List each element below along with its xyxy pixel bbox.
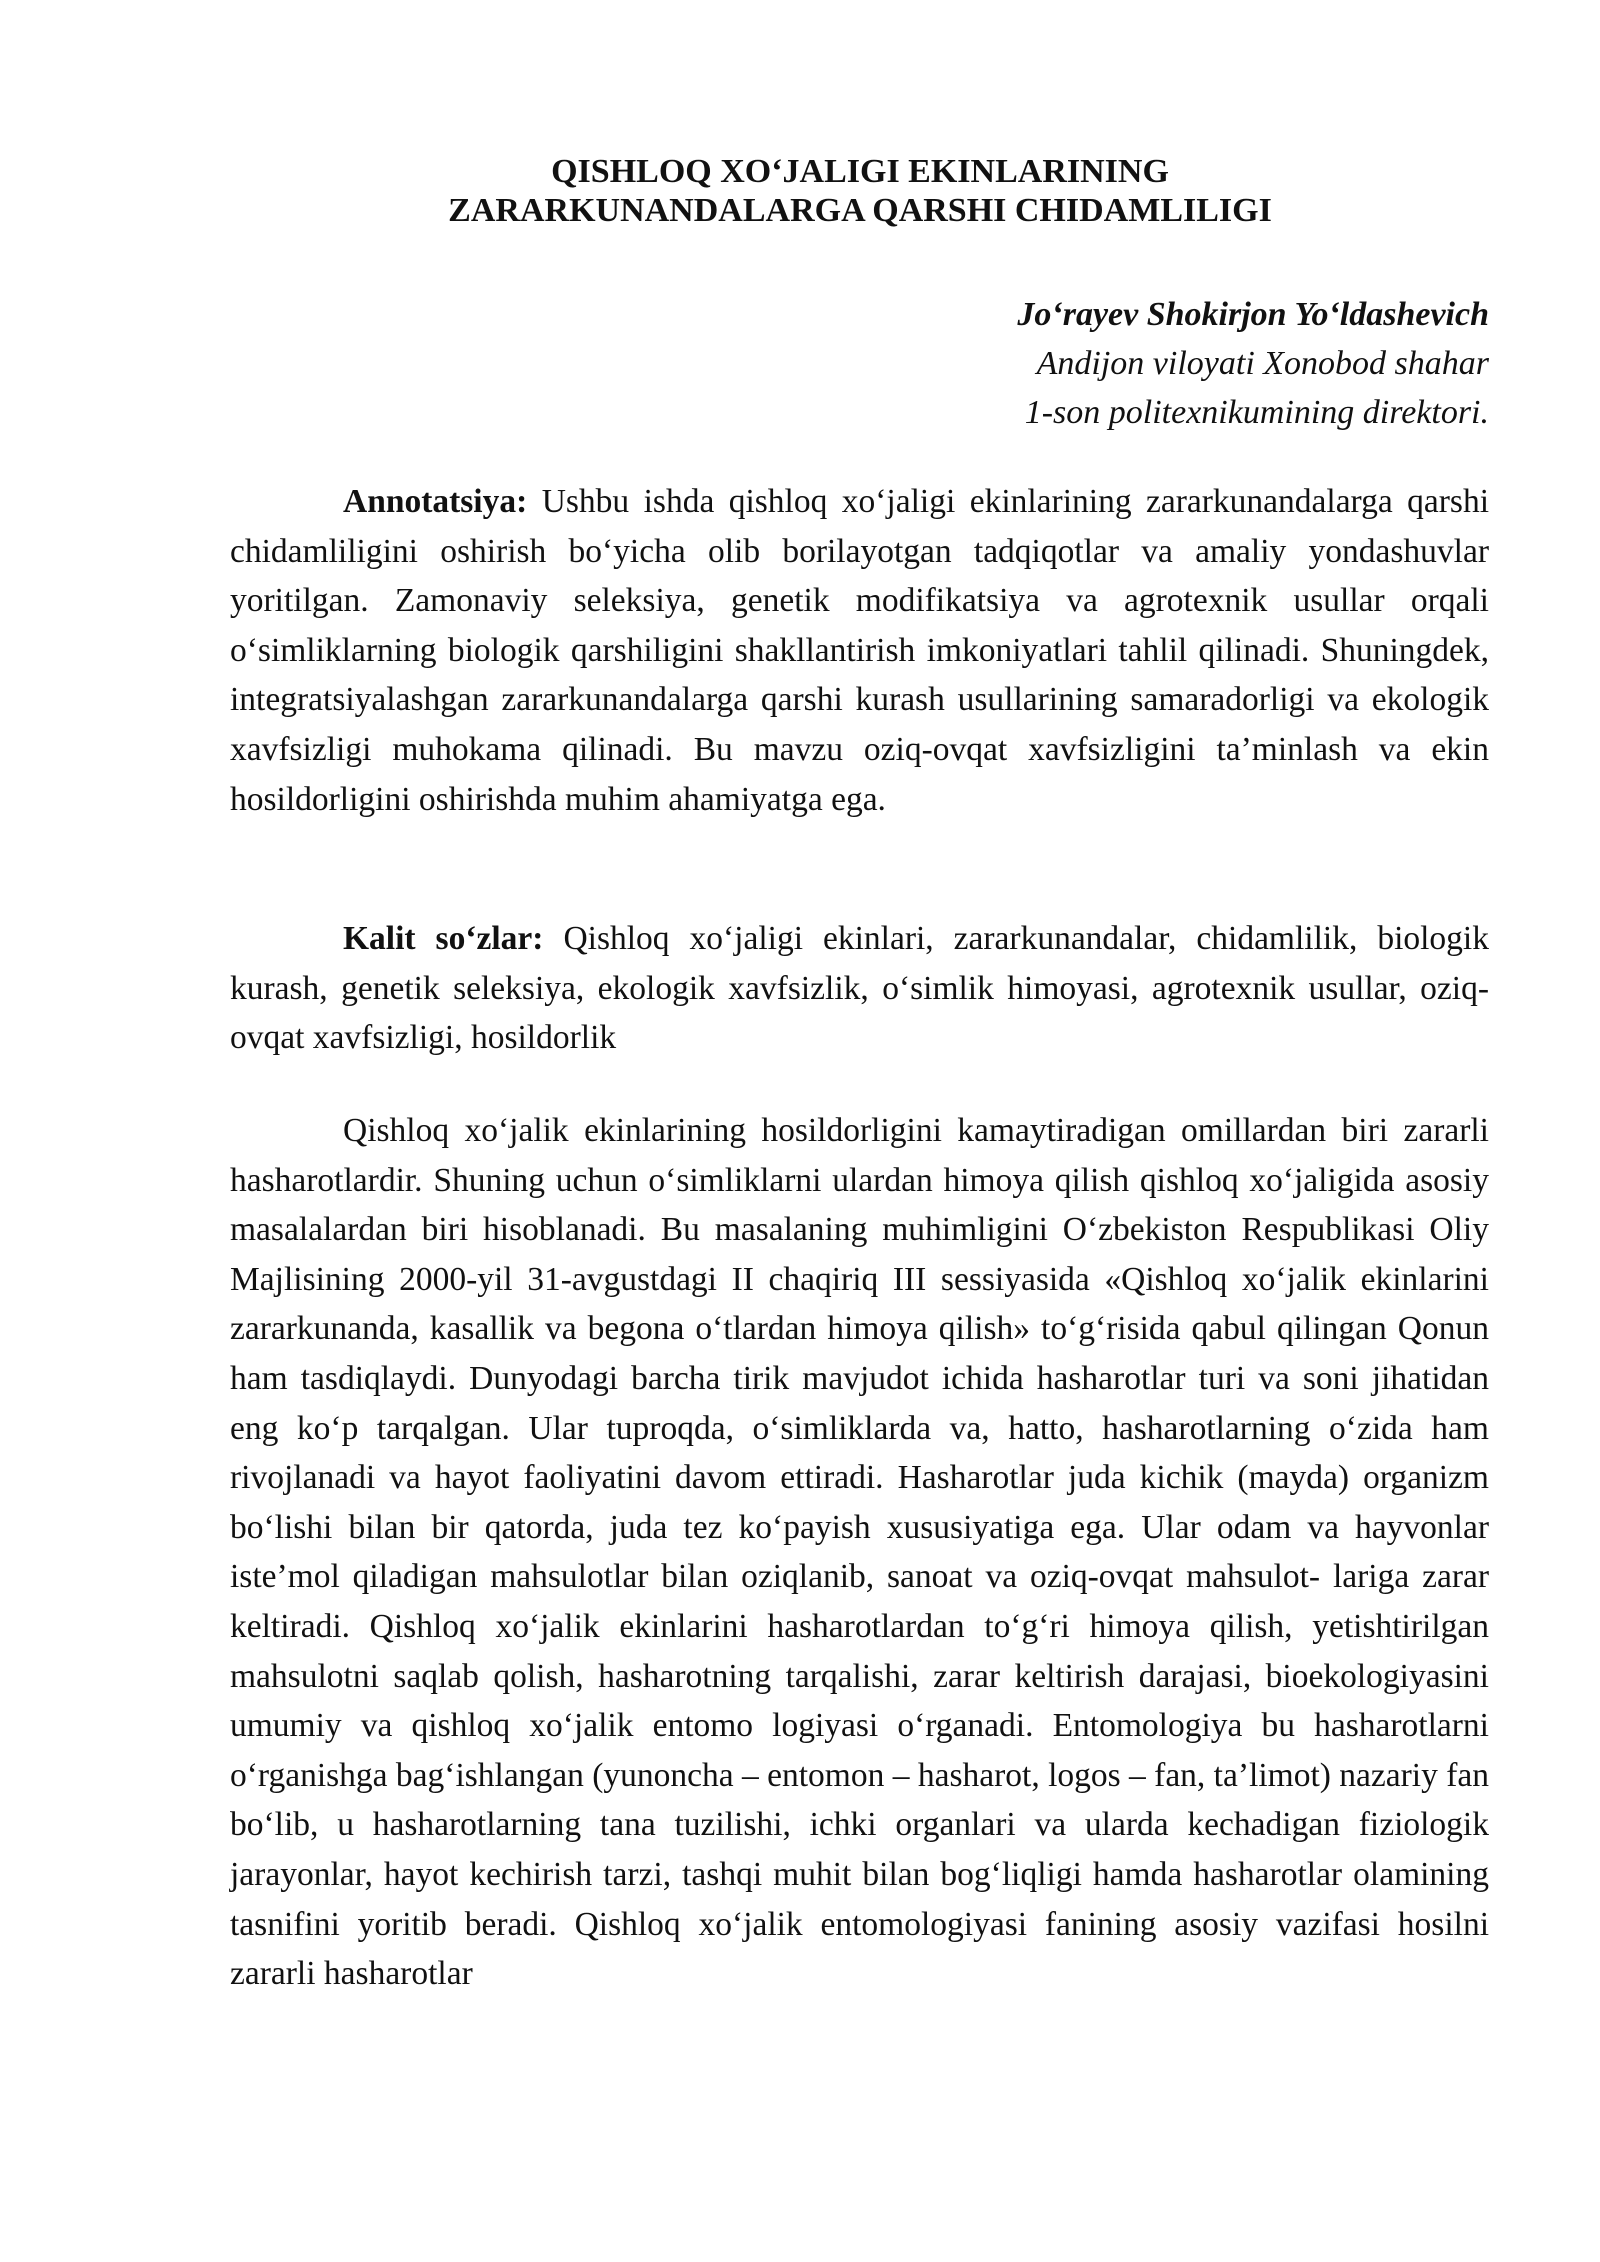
abstract-label: Annotatsiya: — [343, 483, 528, 520]
body-paragraph-1 — [230, 1106, 1489, 1999]
keywords-text: Qishloq xo‘jaligi ekinlari, zararkunandalar, chidamlilik, biologik kurash, genetik seleksiya, ekologik xavfsizlik, o‘simlik himoyasi, agrotexnik usullar, oziq-ovqat xavfsizligi, hosildorlik — [230, 920, 1489, 1057]
keywords-label: Kalit so‘zlar: — [343, 920, 544, 957]
title-line-1: QISHLOQ XO‘JALIGI EKINLARINING — [551, 153, 1169, 190]
body-text-1: Qishloq xo‘jalik ekinlarining hosildorligini kamaytiradigan omillardan biri zararli hasharotlardir. Shuning uchun o‘simliklarni ulardan himoya qilish qishloq xo‘jaligida asosiy masalalardan biri hisoblanadi. Bu masalaning muhimligini O‘zbekiston Respublikasi Oliy Majlisining 2000-yil 31-avgustdagi II chaqiriq III sessiyasida «Qishloq xo‘jalik ekinlarini zararkunanda, kasallik va begona o‘tlardan himoya qilish» to‘g‘risida qabul qilingan Qonun ham tasdiqlaydi. Dunyodagi barcha tirik mavjudot ichida hasharotlar turi va soni jihatidan eng ko‘p tarqalgan. Ular tuproqda, o‘simliklarda va, hatto, hasharotlarning o‘zida ham rivojlanadi va hayot faoliyatini davom ettiradi. Hasharotlar juda kichik (mayda) organizm bo‘lishi bilan bir qatorda, juda tez ko‘payish xususiyatiga ega. Ular odam va hayvonlar iste’mol qiladigan mahsulotlar bilan oziqlanib, sanoat va oziq-ovqat mahsulot- lariga zarar keltiradi. Qishloq xo‘jalik ekinlarini hasharotlardan to‘g‘ri himoya qilish, yetishtirilgan mahsulotni saqlab qolish, hasharotning tarqalishi, zarar keltirish darajasi, bioekologiyasini umumiy va qishloq xo‘jalik entomo logiyasi o‘rganadi. Entomologiya bu hasharotlarni o‘rganishga bag‘ishlangan (yunoncha – entomon – hasharot, logos – fan, ta’limot) nazariy fan bo‘lib, u hasharotlarning tana tuzilishi, ichki organlari va ularda kechadigan fiziologik jarayonlar, hayot kechirish tarzi, tashqi muhit bilan bog‘liqligi hamda hasharotlar olamining tasnifini yoritib beradi. Qishloq xo‘jalik entomologiyasi fanining asosiy vazifasi hosilni zararli hasharotlar — [230, 1112, 1489, 1993]
author-name: Jo‘rayev Shokirjon Yo‘ldashevich — [1017, 296, 1489, 333]
title-line-2: ZARARKUNANDALARGA QARSHI CHIDAMLILIGI — [448, 192, 1272, 229]
author-block — [600, 290, 1489, 437]
paper-title — [230, 152, 1490, 230]
keywords-paragraph — [230, 914, 1489, 1063]
author-affiliation-1: Andijon viloyati Xonobod shahar — [1036, 345, 1489, 382]
author-affiliation-2: 1-son politexnikumining direktori. — [1024, 394, 1489, 431]
abstract-text: Ushbu ishda qishloq xo‘jaligi ekinlarining zararkunandalarga qarshi chidamliligini oshirish bo‘yicha olib borilayotgan tadqiqotlar va amaliy yondashuvlar yoritilgan. Zamonaviy seleksiya, genetik modifikatsiya va agrotexnik usullar orqali o‘simliklarning biologik qarshiligini shakllantirish imkoniyatlari tahlil qilinadi. Shuningdek, integratsiyalashgan zararkunandalarga qarshi kurash usullarining samaradorligi va ekologik xavfsizligi muhokama qilinadi. Bu mavzu oziq-ovqat xavfsizligini ta’minlash va ekin hosildorligini oshirishda muhim ahamiyatga ega. — [230, 483, 1490, 818]
abstract-paragraph — [230, 477, 1489, 824]
